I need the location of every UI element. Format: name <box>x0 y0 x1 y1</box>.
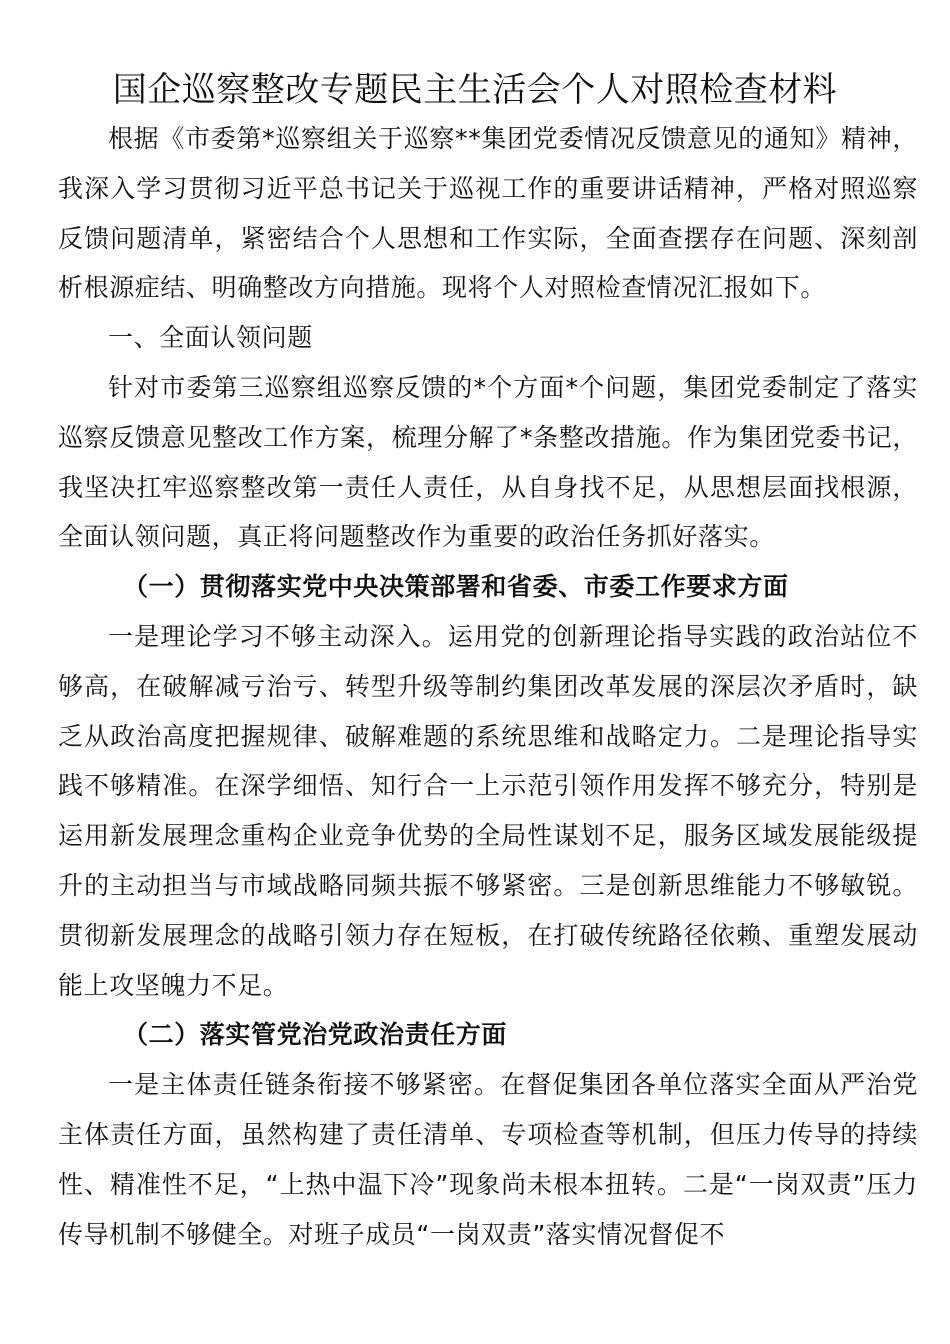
subsection-heading-2: （二）落实管党治党政治责任方面 <box>123 1020 508 1050</box>
subsection-2-paragraph: 一是主体责任链条衔接不够紧密。在督促集团各单位落实全面从严治党主体责任方面，虽然构建了责任清单、专项检查等机制，但压力传导的持续性、精准性不足，“上热中温下冷”现象尚未根本扭转。二是“一岗双责”压力传导机制不够健全。对班子成员“一岗双责”落实情况督促不 <box>58 1070 918 1249</box>
section-1-paragraph: 针对市委第三巡察组巡察反馈的*个方面*个问题，集团党委制定了落实巡察反馈意见整改工作方案，梳理分解了*条整改措施。作为集团党委书记，我坚决扛牢巡察整改第一责任人责任，从自身找不足，从思想层面找根源，全面认领问题，真正将问题整改作为重要的政治任务抓好落实。 <box>58 372 918 552</box>
document-body <box>58 114 918 1259</box>
document-title: 国企巡察整改专题民主生活会个人对照检查材料 <box>112 70 838 110</box>
section-heading-1: 一、全面认领问题 <box>108 323 313 353</box>
subsection-heading-1: （一）贯彻落实党中央决策部署和省委、市委工作要求方面 <box>123 572 789 602</box>
subsection-1-paragraph: 一是理论学习不够主动深入。运用党的创新理论指导实践的政治站位不够高，在破解减亏治亏、转型升级等制约集团改革发展的深层次矛盾时，缺乏从政治高度把握规律、破解难题的系统思维和战略定力。二是理论指导实践不够精准。在深学细悟、知行合一上示范引领作用发挥不够充分，特别是运用新发展理念重构企业竞争优势的全局性谋划不足，服务区域发展能级提升的主动担当与市域战略同频共振不够紧密。三是创新思维能力不够敏锐。贯彻新发展理念的战略引领力存在短板，在打破传统路径依赖、重塑发展动能上攻坚魄力不足。 <box>58 621 918 1000</box>
intro-paragraph: 根据《市委第*巡察组关于巡察**集团党委情况反馈意见的通知》精神，我深入学习贯彻习近平总书记关于巡视工作的重要讲话精神，严格对照巡察反馈问题清单，紧密结合个人思想和工作实际，全面查摆存在问题、深刻剖析根源症结、明确整改方向措施。现将个人对照检查情况汇报如下。 <box>58 124 918 303</box>
